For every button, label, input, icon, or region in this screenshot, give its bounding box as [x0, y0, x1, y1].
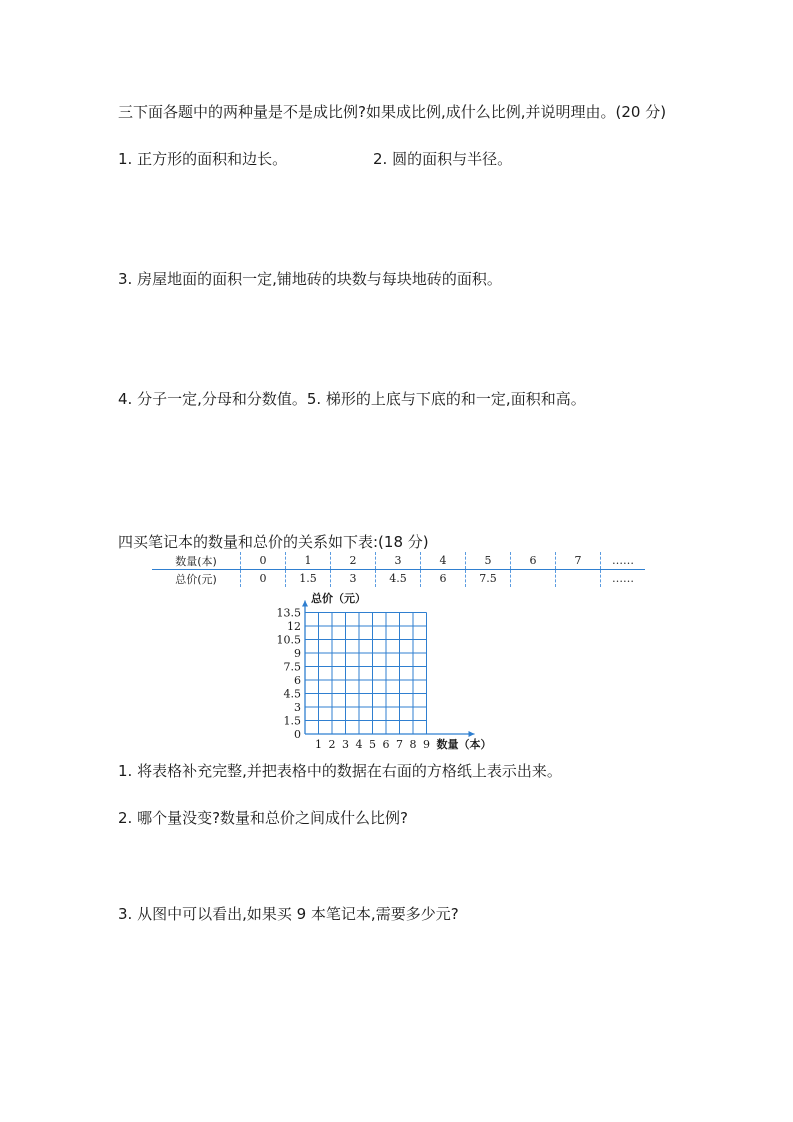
table-cell: 7	[556, 552, 601, 570]
section3-question-1: 1. 正方形的面积和边长。	[118, 150, 288, 168]
table-cell: 2	[331, 552, 376, 570]
section3-question-2: 2. 圆的面积与半径。	[373, 150, 513, 168]
y-tick-label: 0	[294, 728, 301, 741]
table-cell: 4	[421, 552, 466, 570]
x-axis-title: 数量（本）	[436, 738, 492, 751]
table-cell: 3	[331, 570, 376, 588]
y-tick-label: 9	[294, 647, 301, 660]
table-header-total-price: 总价(元)	[175, 572, 217, 586]
x-tick-label: 5	[369, 738, 376, 751]
y-tick-label: 4.5	[283, 687, 301, 701]
table-cell: 1.5	[286, 570, 331, 588]
table-cell: 0	[241, 570, 286, 588]
table-cell: 6	[421, 570, 466, 588]
table-row-total-price	[152, 570, 645, 588]
y-axis-arrow-icon	[302, 601, 308, 607]
x-tick-label: 6	[382, 738, 390, 751]
y-tick-label: 1.5	[283, 714, 301, 728]
table-header-quantity: 数量(本)	[152, 552, 241, 570]
section4-question-3: 3. 从图中可以看出,如果买 9 本笔记本,需要多少元?	[118, 905, 459, 923]
table-cell: 0	[241, 552, 286, 570]
x-tick-label: 4	[355, 738, 363, 751]
table-cell: 7.5	[466, 570, 511, 588]
x-tick-label: 1	[315, 738, 322, 751]
table-cell: 4.5	[376, 570, 421, 588]
x-tick-label: 9	[423, 738, 430, 751]
y-tick-label: 7.5	[283, 660, 301, 674]
table-cell: 3	[376, 552, 421, 570]
grid-chart	[270, 588, 520, 753]
section3-question-4-5: 4. 分子一定,分母和分数值。5. 梯形的上底与下底的和一定,面积和高。	[118, 390, 586, 408]
table-cell: 1	[286, 552, 331, 570]
table-cell-blank[interactable]	[556, 570, 601, 588]
y-tick-label: 12	[287, 620, 301, 633]
x-axis-arrow-icon	[469, 731, 475, 737]
section4-question-2: 2. 哪个量没变?数量和总价之间成什么比例?	[118, 809, 409, 827]
y-axis-title: 总价（元）	[311, 592, 366, 605]
y-tick-label: 6	[294, 674, 301, 687]
notebook-price-table	[152, 552, 645, 587]
table-cell-blank[interactable]	[511, 570, 556, 588]
table-row-quantity	[152, 552, 645, 570]
y-tick-label: 3	[294, 701, 301, 714]
y-tick-label: 10.5	[276, 633, 301, 647]
section3-question-3: 3. 房屋地面的面积一定,铺地砖的块数与每块地砖的面积。	[118, 270, 502, 288]
table-cell: ……	[601, 552, 646, 570]
table-cell: 5	[466, 552, 511, 570]
x-tick-label: 2	[328, 738, 336, 751]
x-tick-label: 7	[396, 738, 403, 751]
table-cell: 6	[511, 552, 556, 570]
table-cell: ……	[601, 570, 646, 588]
y-tick-label: 13.5	[276, 606, 301, 620]
section4-question-1: 1. 将表格补充完整,并把表格中的数据在右面的方格纸上表示出来。	[118, 762, 562, 780]
section4-title: 四买笔记本的数量和总价的关系如下表:(18 分)	[118, 533, 429, 551]
x-tick-label: 8	[409, 738, 417, 751]
x-tick-label: 3	[342, 738, 349, 751]
section3-title: 三下面各题中的两种量是不是成比例?如果成比例,成什么比例,并说明理由。(20 分)	[118, 103, 667, 121]
